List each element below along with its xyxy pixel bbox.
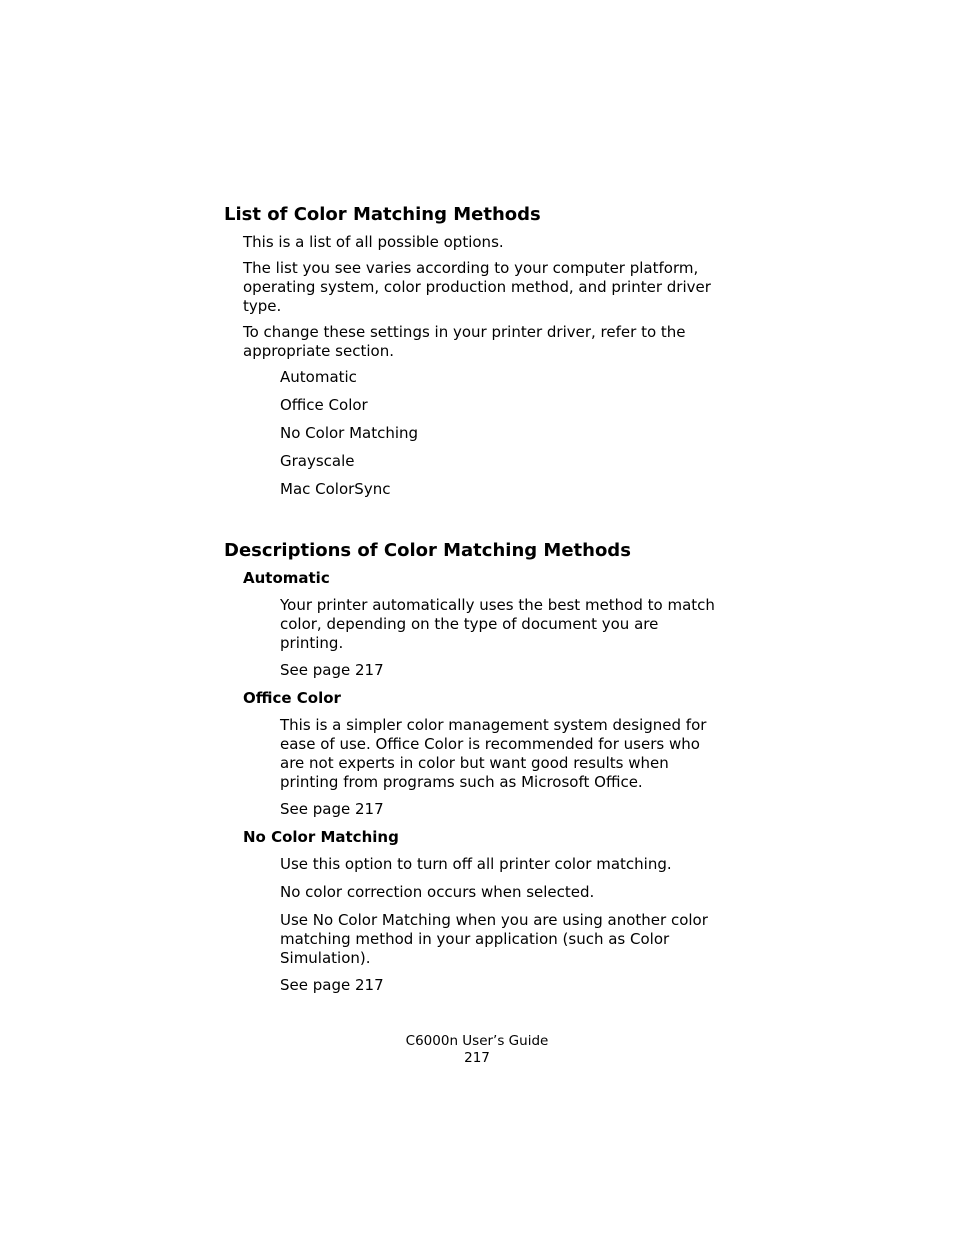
office-color-page-reference: See page 217 — [280, 800, 384, 818]
no-color-matching-usage: Use No Color Matching when you are using another color matching method in your application (such as Color Simulation). — [280, 911, 708, 967]
list-intro: This is a list of all possible options. — [243, 233, 504, 251]
office-color-description: This is a simpler color management system designed for ease of use. Office Color is recommended for users who are not experts in color but want good results when printing from programs such as Microsoft Office. — [280, 716, 707, 791]
automatic-page-reference: See page 217 — [280, 661, 384, 679]
list-paragraph-settings: To change these settings in your printer driver, refer to the appropriate section. — [243, 323, 686, 360]
no-color-matching-note: No color correction occurs when selected. — [280, 883, 595, 901]
automatic-subheading: Automatic — [243, 569, 330, 587]
method-list-item: No Color Matching — [280, 424, 419, 442]
office-color-subheading: Office Color — [243, 689, 341, 707]
automatic-description: Your printer automatically uses the best method to match color, depending on the type of document you are printing. — [280, 596, 715, 652]
footer-guide-title: C6000n User’s Guide — [405, 1033, 549, 1049]
footer-page-number: 217 — [464, 1050, 490, 1066]
list-paragraph-platform: The list you see varies according to your computer platform, operating system, color production method, and printer driver type. — [243, 259, 711, 315]
descriptions-heading: Descriptions of Color Matching Methods — [224, 540, 631, 561]
no-color-matching-subheading: No Color Matching — [243, 828, 399, 846]
method-list-item: Office Color — [280, 396, 368, 414]
no-color-matching-description: Use this option to turn off all printer color matching. — [280, 855, 672, 873]
method-list-item: Grayscale — [280, 452, 355, 470]
method-list-item: Mac ColorSync — [280, 480, 391, 498]
method-list-item: Automatic — [280, 368, 357, 386]
no-color-matching-page-reference: See page 217 — [280, 976, 384, 994]
list-heading: List of Color Matching Methods — [224, 204, 541, 225]
